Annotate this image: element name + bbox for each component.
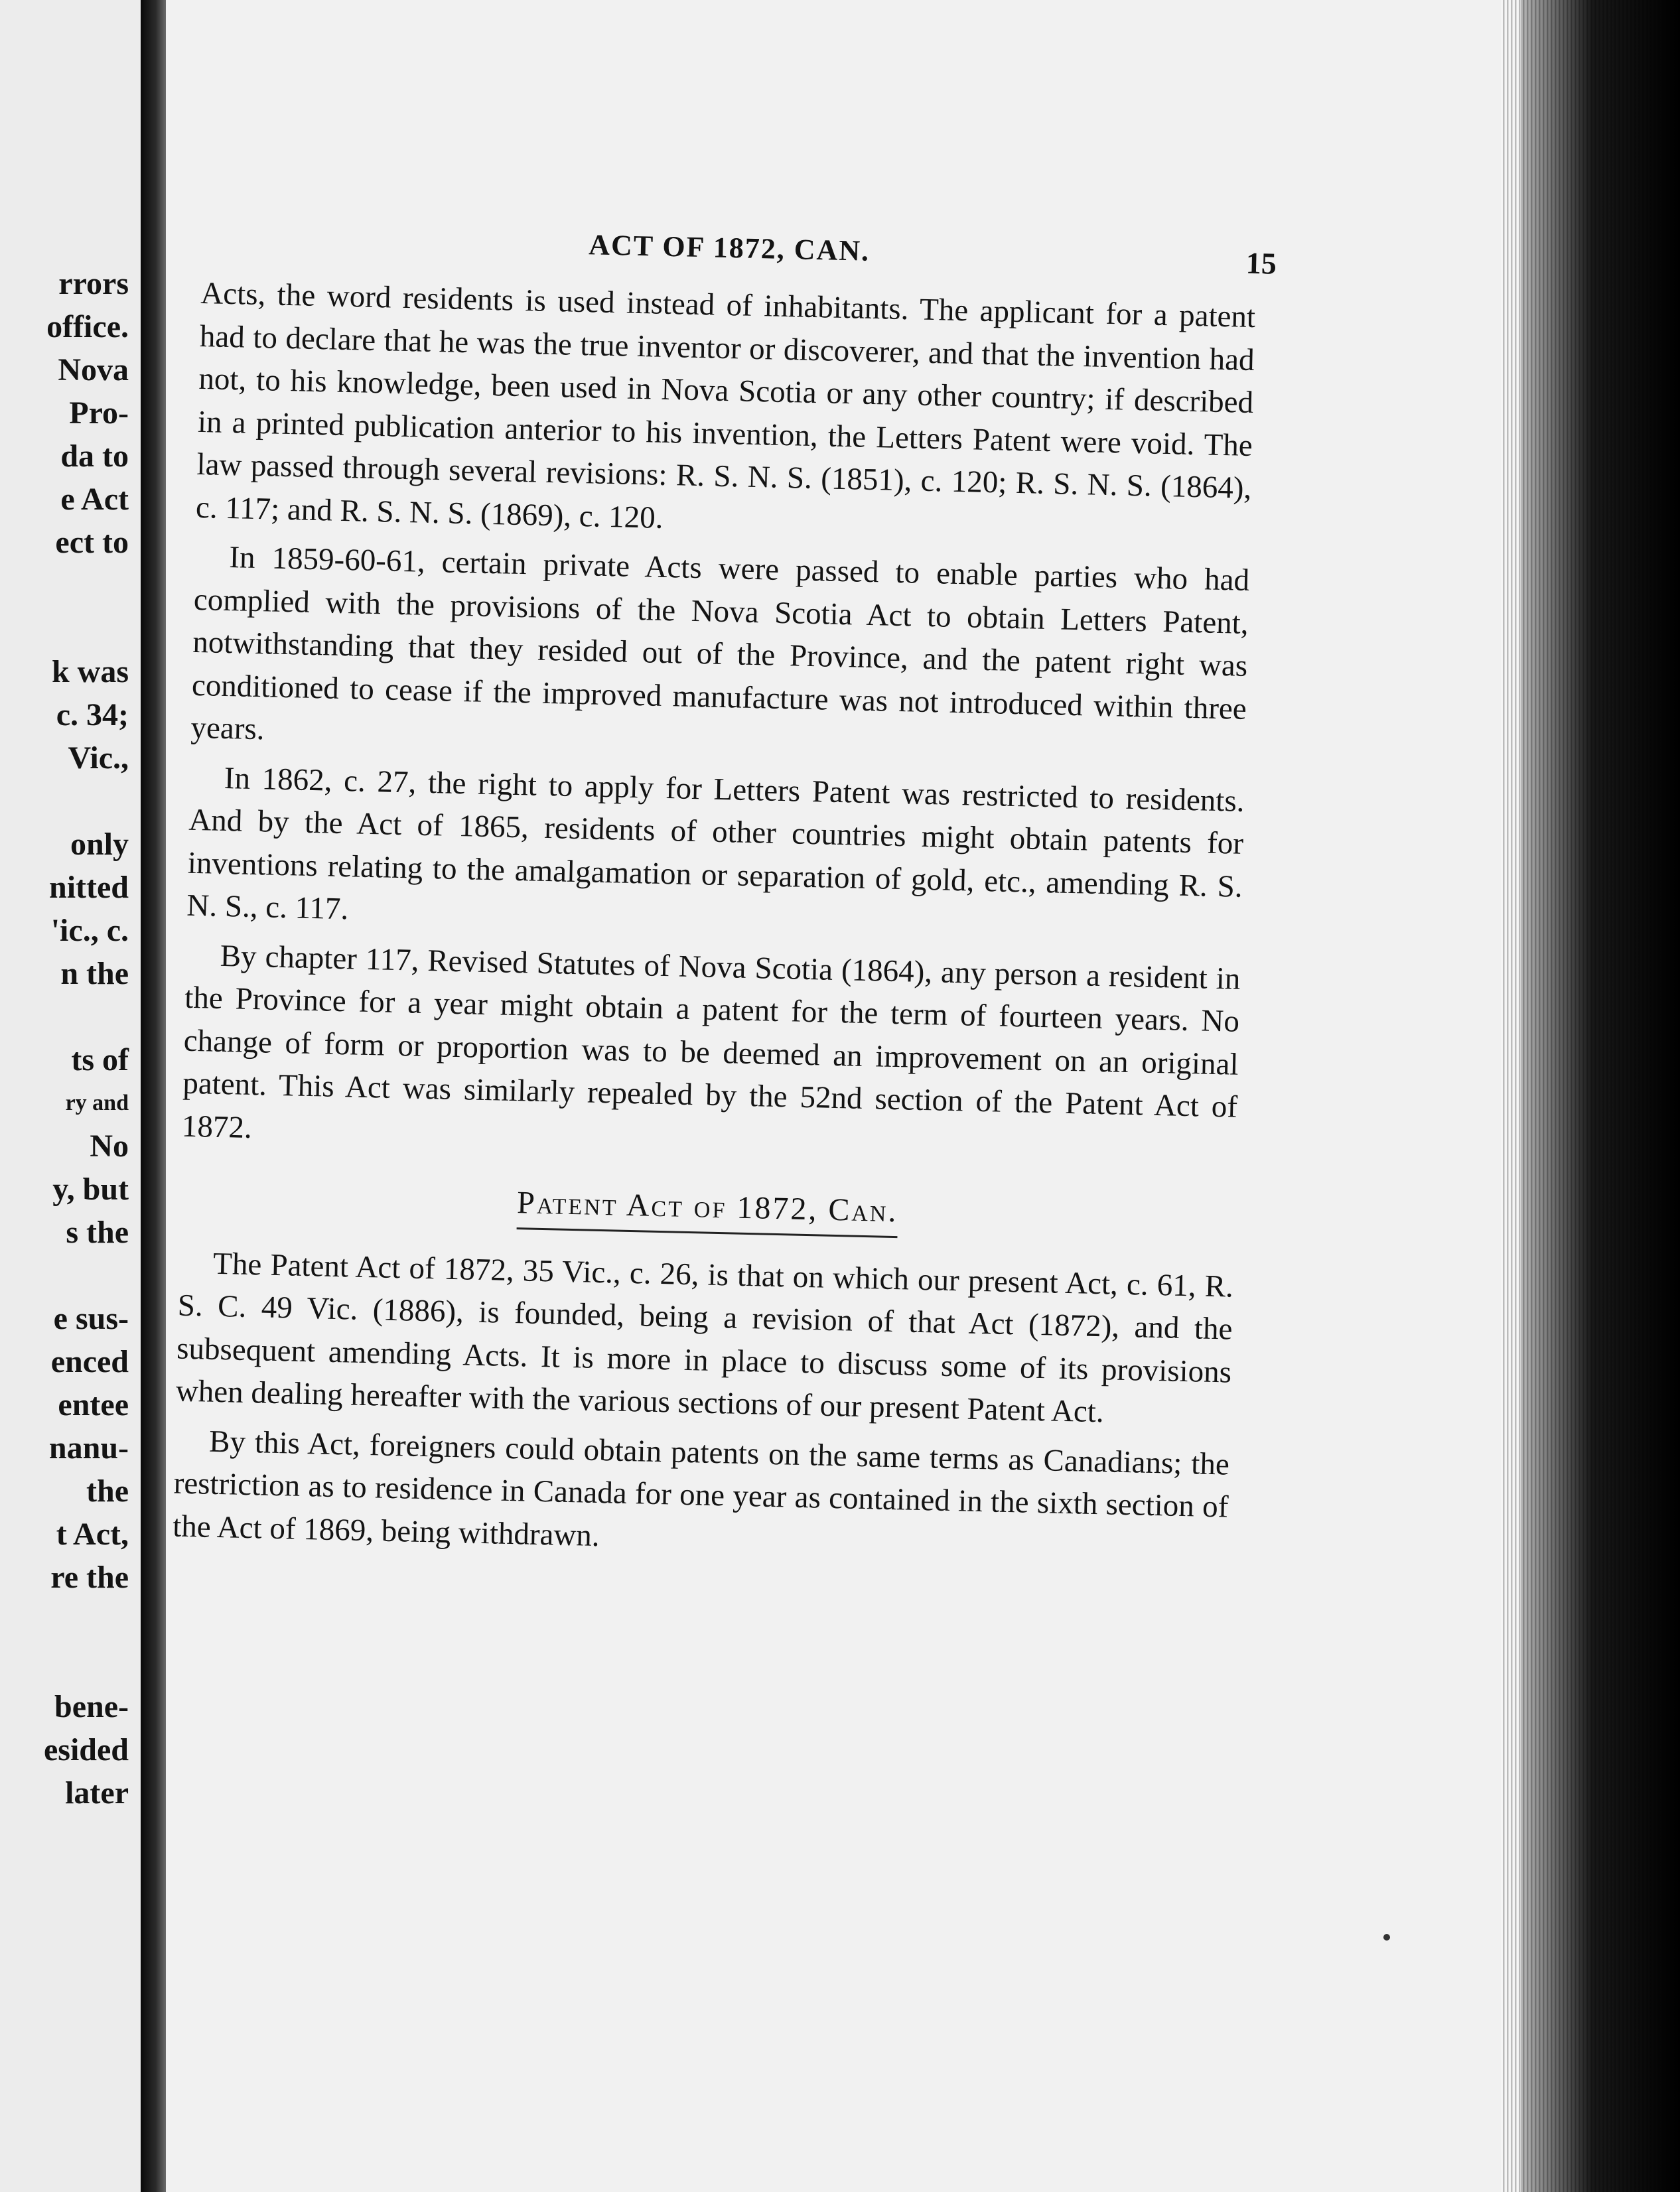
left-page xyxy=(0,0,141,2192)
left-page-fragment xyxy=(0,995,129,1038)
left-page-fragment: enced xyxy=(50,1344,129,1379)
left-page-text-fragments xyxy=(0,262,129,1815)
page-edge-shadow xyxy=(1521,0,1680,2192)
left-page-fragment: bene- xyxy=(54,1689,129,1724)
left-page-fragment xyxy=(0,607,129,650)
left-page-fragment: e sus- xyxy=(53,1301,129,1336)
left-page-fragment: re the xyxy=(50,1560,129,1595)
left-page-fragment: esided xyxy=(43,1732,129,1767)
left-page-fragment: rrors xyxy=(58,266,129,301)
left-page-fragment: 'ic., c. xyxy=(50,913,129,948)
paragraph: Acts, the word residents is used instead of inhabitants. The applicant for a patent had to declare that he was the true inventor or discoverer, and that the invention had not, to his knowledge, been used in Nova Scotia or any other country; if described in a printed publication anterior to his invention, the Letters Patent were void. The law passed through several revisions: R. S. N. S. (1851), c. 120; R. S. N. S. (1864), c. 117; and R. S. N. S. (1869), c. 120. xyxy=(195,275,1256,535)
section-heading-text: Patent Act of 1872, Can. xyxy=(516,1182,898,1238)
left-page-fragment: n the xyxy=(60,956,129,991)
book-gutter xyxy=(141,0,166,2192)
left-page-fragment: c. 34; xyxy=(56,697,129,732)
left-page-fragment: k was xyxy=(51,654,129,689)
left-page-fragment xyxy=(0,1642,129,1685)
left-page-fragment: entee xyxy=(58,1387,129,1422)
left-page-fragment xyxy=(0,564,129,607)
left-page-fragment xyxy=(0,1254,129,1297)
left-page-fragment: t Act, xyxy=(56,1517,129,1552)
left-page-fragment: ect to xyxy=(55,525,129,560)
paragraph: By this Act, foreigners could obtain patents on the same terms as Canadians; the restriction as to residence in Canada for one year as contained in the sixth section of the Act of 1869, being withdrawn. xyxy=(172,1424,1230,1553)
left-page-fragment: ry and xyxy=(65,1091,129,1115)
left-page-fragment: Nova xyxy=(58,352,129,387)
left-page-fragment: office. xyxy=(46,309,129,344)
left-page-fragment: s the xyxy=(66,1215,129,1250)
page-edges xyxy=(1501,0,1680,2192)
left-page-fragment: e Act xyxy=(60,482,129,517)
right-page xyxy=(166,0,1501,2192)
page-content xyxy=(172,219,1277,1578)
left-page-fragment: No xyxy=(90,1129,129,1164)
left-page-fragment: the xyxy=(86,1473,129,1509)
left-page-fragment: Vic., xyxy=(68,740,129,776)
left-page-fragment xyxy=(0,780,129,823)
paragraph: By chapter 117, Revised Statutes of Nova Scotia (1864), any person a resident in the Province for a year might obtain a patent for the term of fourteen years. No change of form or proportion was to be deemed an improvement on an original patent. This Act was similarly repealed by the 52nd section of the Patent Act of 1872. xyxy=(181,938,1241,1145)
left-page-fragment: later xyxy=(65,1775,129,1811)
left-page-fragment: y, but xyxy=(52,1172,129,1207)
left-page-fragment: da to xyxy=(60,439,129,474)
section-heading xyxy=(180,1174,1235,1246)
paragraph: The Patent Act of 1872, 35 Vic., c. 26, is that on which our present Act, c. 61, R. S. C. 49 Vic. (1886), is founded, being a revision of that Act (1872), and the subsequent amending Acts. It is more in place to discuss some of its provisions when dealing hereafter with the various sections of our present Patent Act. xyxy=(175,1246,1234,1430)
left-page-fragment: only xyxy=(70,827,129,862)
left-page-fragment: nitted xyxy=(49,870,129,905)
page-number: 15 xyxy=(1245,245,1277,281)
running-head-title: ACT OF 1872, CAN. xyxy=(588,228,871,267)
left-page-fragment: ts of xyxy=(71,1042,129,1077)
ink-speck xyxy=(1383,1934,1390,1941)
paragraph: In 1859-60-61, certain private Acts were passed to enable parties who had complied with the provisions of the Nova Scotia Act to obtain Letters Patent, notwithstanding that they resided out of the Province, and the patent right was conditioned to cease if the improved manufacture was not introduced within three years. xyxy=(190,540,1250,747)
left-page-fragment: nanu- xyxy=(48,1430,129,1466)
left-page-fragment: Pro- xyxy=(69,395,129,431)
left-page-fragment xyxy=(0,1599,129,1642)
body-text xyxy=(173,272,1256,1572)
paragraph: In 1862, c. 27, the right to apply for Letters Patent was restricted to residents. And by the Act of 1865, residents of other countries might obtain patents for inventions relating to the amalgamation or separation of gold, etc., amending R. S. N. S., c. 117. xyxy=(186,760,1245,927)
